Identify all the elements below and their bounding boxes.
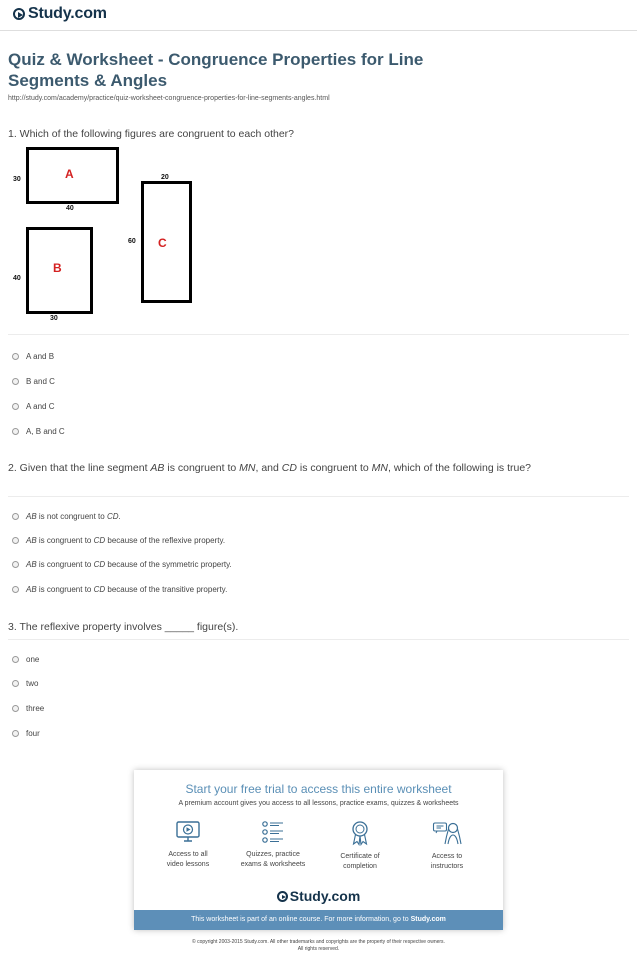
question-2: 2. Given that the line segment AB is congruent to MN, and CD is congruent to MN, which of the following is true? [8, 462, 532, 474]
rectangle-c-side: 60 [128, 238, 136, 245]
feature-line: Access to all [168, 851, 208, 858]
q2-option-3[interactable] [12, 560, 232, 569]
feature-certificate [320, 820, 400, 872]
feature-line: instructors [430, 863, 464, 870]
rectangle-b-side: 40 [13, 275, 21, 282]
rectangle-b-label: B [53, 261, 62, 275]
option-label: A and C [26, 402, 55, 411]
option-label: A and B [26, 352, 55, 361]
promo-headline[interactable]: Start your free trial to access this entire worksheet [185, 782, 452, 796]
rights-reserved: All rights reserved. [297, 946, 340, 952]
promo-info-bar: This worksheet is part of an online course. For more information, go to Study.com [134, 910, 503, 930]
rectangle-b-bottom: 30 [50, 315, 58, 322]
option-label: one [26, 655, 40, 664]
option-label: four [26, 729, 40, 738]
feature-line: completion [343, 863, 377, 870]
q1-option-1[interactable] [12, 352, 54, 361]
radio-icon[interactable] [12, 705, 19, 712]
feature-line: Quizzes, practice [246, 851, 300, 858]
q1-option-3[interactable] [12, 402, 54, 411]
quizzes-icon [260, 820, 286, 844]
q1-option-2[interactable] [12, 377, 55, 386]
feature-video-lessons [148, 820, 228, 870]
divider [8, 334, 629, 335]
q3-option-3[interactable] [12, 704, 44, 713]
copyright: © copyright 2003-2015 Study.com. All other trademarks and copyrights are the property of their respective owners. [192, 939, 445, 945]
study-link[interactable]: Study.com [410, 916, 446, 923]
q2-option-4[interactable] [12, 585, 227, 594]
page-url: http://study.com/academy/practice/quiz-worksheet-congruence-properties-for-line-segments-angles.html [8, 95, 330, 102]
promo-logo[interactable] [134, 888, 503, 904]
page-title: Quiz & Worksheet - Congruence Properties for Line Segments & Angles [8, 50, 424, 90]
rectangle-a-label: A [65, 167, 74, 181]
divider [8, 639, 629, 640]
rectangle-c-top: 20 [161, 174, 169, 181]
option-label: B and C [26, 377, 55, 386]
option-label: AB is not congruent to CD. [26, 512, 121, 521]
q3-option-4[interactable] [12, 729, 40, 738]
radio-icon[interactable] [12, 656, 19, 663]
question-1: 1. Which of the following figures are congruent to each other? [8, 128, 295, 140]
option-label: A, B and C [26, 427, 65, 436]
question-3: 3. The reflexive property involves _____ figure(s). [8, 621, 239, 633]
option-label: two [26, 679, 39, 688]
rectangle-a-bottom: 40 [66, 205, 74, 212]
q1-option-4[interactable] [12, 427, 65, 436]
rectangle-a-side: 30 [13, 176, 21, 183]
option-label: AB is congruent to CD because of the transitive property. [26, 585, 228, 594]
video-lessons-icon [175, 820, 201, 844]
instructors-icon [432, 820, 462, 846]
radio-icon[interactable] [12, 730, 19, 737]
feature-quizzes [233, 820, 313, 870]
option-label: three [26, 704, 45, 713]
certificate-icon [347, 820, 373, 846]
logo-text: Study.com [28, 5, 107, 22]
study-logo[interactable] [13, 5, 107, 23]
radio-icon[interactable] [12, 403, 19, 410]
divider [8, 496, 629, 497]
option-label: AB is congruent to CD because of the symmetric property. [26, 560, 232, 569]
promo-logo-text: Study.com [289, 888, 361, 904]
q3-option-2[interactable] [12, 679, 38, 688]
play-logo-icon [277, 891, 288, 902]
radio-icon[interactable] [12, 513, 19, 520]
header-divider [0, 30, 637, 31]
radio-icon[interactable] [12, 378, 19, 385]
rectangle-c-label: C [158, 236, 167, 250]
feature-instructors [407, 820, 487, 872]
feature-line: Certificate of [340, 853, 380, 860]
radio-icon[interactable] [12, 561, 19, 568]
q2-option-1[interactable] [12, 512, 121, 521]
radio-icon[interactable] [12, 680, 19, 687]
play-logo-icon [13, 8, 25, 20]
radio-icon[interactable] [12, 537, 19, 544]
premium-promo [134, 770, 503, 930]
feature-line: video lessons [166, 861, 210, 868]
radio-icon[interactable] [12, 428, 19, 435]
feature-line: exams & worksheets [240, 861, 306, 868]
radio-icon[interactable] [12, 353, 19, 360]
q2-option-2[interactable] [12, 536, 225, 545]
option-label: AB is congruent to CD because of the reflexive property. [26, 536, 226, 545]
feature-line: Access to [431, 853, 463, 860]
q3-option-1[interactable] [12, 655, 39, 664]
radio-icon[interactable] [12, 586, 19, 593]
promo-subline: A premium account gives you access to all lessons, practice exams, quizzes & worksheets [178, 800, 459, 807]
